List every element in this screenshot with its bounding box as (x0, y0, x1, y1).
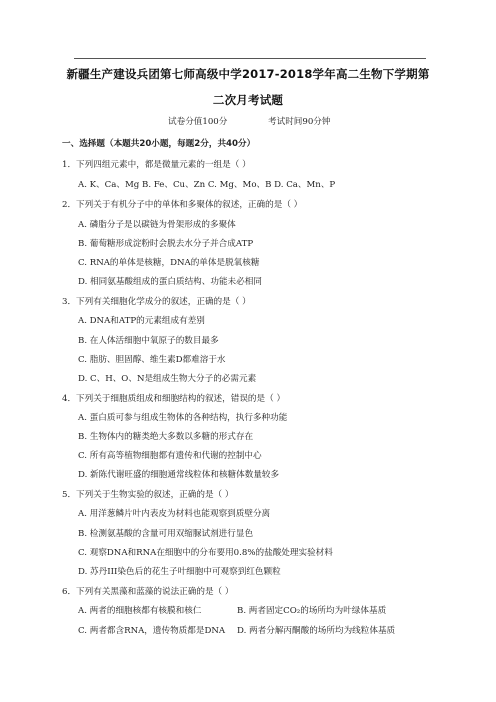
question-6-option-c: C. 两者都含RNA，遗传物质都是DNA (78, 626, 226, 636)
question-2-stem: 2．下列关于有机分子中的单体和多聚体的叙述，正确的是（ ） (62, 200, 303, 210)
question-2-option-b: B. 葡萄糖形成淀粉时会脱去水分子并合成ATP (78, 239, 254, 249)
question-3-option-c: C. 脂肪、胆固醇、维生素D都难溶于水 (78, 355, 226, 365)
question-3-option-b: B. 在人体活细胞中氧原子的数目最多 (78, 336, 219, 346)
time-info: 考试时间90分钟 (268, 117, 331, 127)
question-3-stem: 3．下列有关细胞化学成分的叙述，正确的是（ ） (62, 297, 251, 307)
question-5-option-c: C. 观察DNA和RNA在细胞中的分布要用0.8%的盐酸处理实验材料 (78, 548, 333, 558)
question-1-options: A. K、Ca、Mg B. Fe、Cu、Zn C. Mg、Mo、B D. Ca、Mn、P (78, 180, 336, 190)
question-4-option-a: A. 蛋白质可参与组成生物体的各种结构，执行多种功能 (78, 413, 288, 423)
exam-title-line1: 新疆生产建设兵团第七师高级中学2017-2018学年高二生物下学期第 (66, 67, 430, 81)
question-5-option-a: A. 用洋葱鳞片叶内表皮为材料也能观察到质壁分离 (78, 509, 271, 519)
question-3-option-d: D. C、H、O、N是组成生物大分子的必需元素 (78, 374, 257, 384)
question-6-option-a: A. 两者的细胞核都有核膜和核仁 (78, 606, 202, 616)
section-heading: 一、选择题（本题共20小题，每题2分，共40分） (62, 139, 256, 149)
header-rule (74, 58, 426, 59)
question-5-option-d: D. 苏丹III染色后的花生子叶细胞中可观察到红色颗粒 (78, 567, 281, 577)
question-2-option-a: A. 磷脂分子是以碳链为骨架形成的多聚体 (78, 220, 236, 230)
question-6-option-b: B. 两者固定CO₂的场所均为叶绿体基质 (237, 606, 387, 616)
exam-title-line2: 二次月考试题 (212, 93, 284, 107)
question-1-stem: 1．下列四组元素中，都是微量元素的一组是（ ） (62, 160, 251, 170)
question-5-stem: 5．下列关于生物实验的叙述，正确的是（ ） (62, 490, 234, 500)
question-5-option-b: B. 检测氨基酸的含量可用双缩脲试剂进行显色 (78, 529, 254, 539)
question-3-option-a: A. DNA和ATP的元素组成有差别 (78, 316, 205, 326)
question-4-option-c: C. 所有高等植物细胞都有遗传和代谢的控制中心 (78, 451, 262, 461)
score-info: 试卷分值100分 (168, 117, 228, 127)
question-4-option-d: D. 新陈代谢旺盛的细胞通常线粒体和核糖体数量较多 (78, 470, 280, 480)
question-4-option-b: B. 生物体内的糖类绝大多数以多糖的形式存在 (78, 432, 254, 442)
question-6-stem: 6．下列有关黑藻和蓝藻的说法正确的是（ ） (62, 587, 234, 597)
question-4-stem: 4．下列关于细胞质组成和细胞结构的叙述，错误的是（ ） (62, 394, 286, 404)
question-2-option-d: D. 相同氨基酸组成的蛋白质结构、功能未必相同 (78, 277, 262, 287)
question-2-option-c: C. RNA的单体是核糖，DNA的单体是脱氧核糖 (78, 258, 260, 268)
question-6-option-d: D. 两者分解丙酮酸的场所均为线粒体基质 (237, 626, 396, 636)
